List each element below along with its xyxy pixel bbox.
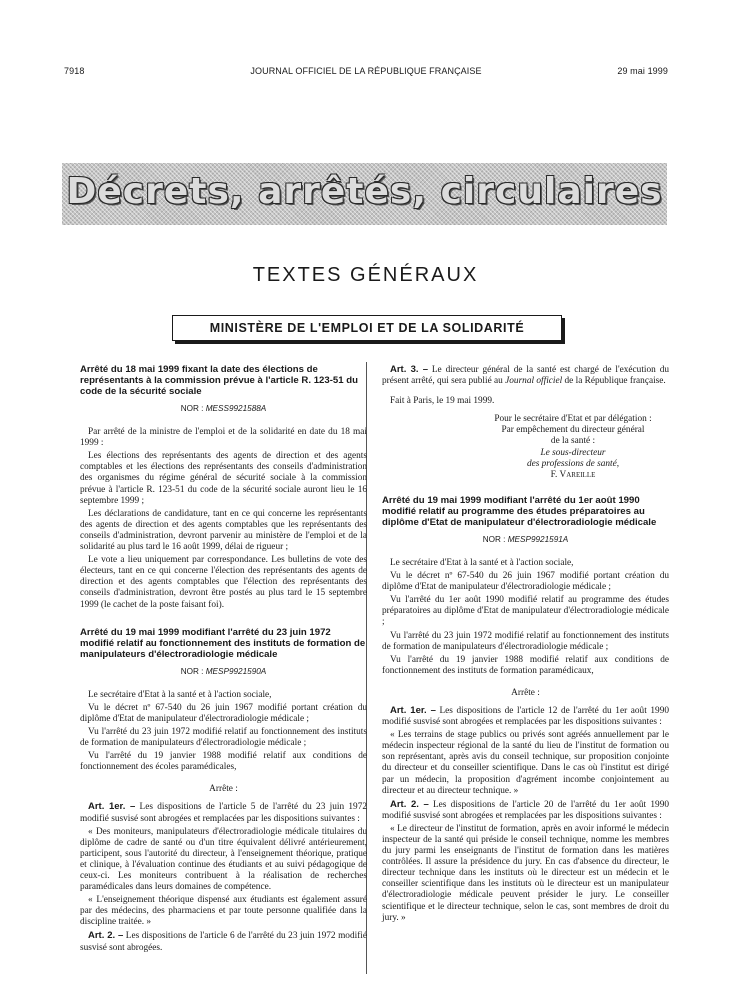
article-label: Art. 3. – [390,364,428,375]
section-title: TEXTES GÉNÉRAUX [252,264,479,286]
paragraph: Les déclarations de candidature, tant en ce qui concerne les représentants des agents de direction et des agents comptables que les représentants des conseils d'administration, devront parvenir au ministère de l'emploi et de la solidarité au plus tard le 16 août 1999, délai de rigueur ; [80,508,367,553]
left-column [80,364,367,956]
arrete-heading: Arrête : [511,687,540,698]
paragraph: Vu l'arrêté du 19 janvier 1988 modifié relatif aux conditions de fonctionnement des écoles paramédicales, [80,751,367,773]
signature-line: des professions de santé, [526,458,620,469]
signature-line: Par empêchement du directeur général [501,425,645,436]
paragraph: Vu l'arrêté du 1er août 1990 modifié relatif au programme des études préparatoires au diplôme d'Etat de manipulateur d'électroradiologie médicale ; [382,595,669,628]
nor-reference-1: NOR : MESS9921588A [180,404,267,413]
article-1: Art. 1er. – Les dispositions de l'article 12 de l'arrêté du 1er août 1990 modifié susvisé sont abrogées et remplacées par les dispositions suivantes : [382,704,669,728]
article-label: Art. 2. – [390,798,429,810]
paragraph: Vu l'arrêté du 19 janvier 1988 modifié relatif aux conditions de fonctionnement des instituts de formation paramédicaux, [382,654,669,676]
decree-title-3: Arrêté du 19 mai 1999 modifiant l'arrêté du 1er août 1990 modifié relatif au programme des études préparatoires au diplôme d'Etat de manipulateur d'électroradiologie médicale [382,494,657,528]
nor-reference-2: NOR : MESP9921590A [180,666,267,676]
nor-code-1: MESS9921588A [205,404,267,413]
quote-paragraph: « Des moniteurs, manipulateurs d'électroradiologie médicale titulaires du diplôme de cadre de santé ou d'un titre équivalent délivré antérieurement, participent, sous l'autorité du directeur, à l'enseignement théorique, pratique et clinique, à l'évaluation continue des étudiants et au suivi pédagogique de ceux-ci. Les moniteurs contribuent à la réalisation de recherches paramédicales dans leurs domaines de compétence. [80,826,367,893]
article-label: Art. 1er. – [390,704,436,716]
decree-title-1: Arrêté du 18 mai 1999 fixant la date des élections de représentants à la commission prévue à l'article R. 123-51 du code de la sécurité sociale [80,364,358,397]
quote-paragraph: « Les terrains de stage publics ou privés sont agréés annuellement par le médecin inspecteur régional de la santé du lieu de l'institut de formation ou son représentant, après avis du conseil technique, sur proposition conjointe du directeur et du conseiller scientifique. Dans le cas où l'institut est dirigé par un médecin, la proposition d'agrément incombe conjointement au directeur et au directeur technique. » [382,730,669,796]
paragraph: Vu l'arrêté du 23 juin 1972 modifié relatif au fonctionnement des instituts de formation de manipulateurs d'électroradiologie médicale ; [382,630,669,652]
signature-line: de la santé : [550,436,596,447]
quote-paragraph: « Le directeur de l'institut de formation, après en avoir informé le médecin inspecteur de la santé qui préside le conseil technique, nomme les membres du jury parmi les enseignants de l'institut de formation dans les matières contrôlées. Il assure la présidence du jury. En cas d'absence du directeur, le directeur technique dans les instituts où le directeur est un médecin et le conseiller scientifique dans les instituts où le directeur est un manipulateur d'électroradiologie médicale peuvent présider le jury. Le conseiller scientifique et le directeur technique, selon le cas, sont membres de droit du jury. » [382,823,669,923]
signatory-name: F. Vareille [550,469,596,480]
journal-reference: Journal officiel [505,376,563,387]
signature-line: Pour le secrétaire d'Etat et par délégation : [494,414,652,425]
signing-place-date: Fait à Paris, le 19 mai 1999. [390,396,495,407]
paragraph: Vu le décret nº 67-540 du 26 juin 1967 modifié portant création du diplôme d'Etat de manipulateur d'électroradiologie médicale ; [80,702,367,724]
article-1: Art. 1er. – Les dispositions de l'article 5 de l'arrêté du 23 juin 1972 modifié susvisé sont abrogées et remplacées par les dispositions suivantes : [80,801,367,824]
page-header [64,66,668,78]
journal-title: JOURNAL OFFICIEL DE LA RÉPUBLIQUE FRANÇAISE [250,66,482,76]
paragraph: Vu le décret nº 67-540 du 26 juin 1967 modifié portant création du diplôme d'Etat de manipulateur d'électroradiologie médicale ; [382,571,669,593]
right-column [382,364,669,926]
quote-paragraph: « L'enseignement théorique dispensé aux étudiants est également assuré par des médecins, des pharmaciens et par toute personne qualifiée dans la discipline traitée. » [80,895,367,928]
signature-line: Le sous-directeur [540,447,606,458]
paragraph: Par arrêté de la ministre de l'emploi et de la solidarité en date du 18 mai 1999 : [80,427,367,449]
nor-code-3: MESP9921591A [507,534,569,544]
paragraph: Le vote a lieu uniquement par correspondance. Les bulletins de vote des électeurs, tant en ce qui concerne l'élection des représentants des agents de direction et des agents comptables que l'élection des représentants des conseils d'administration, devront être postés au plus tard le 15 septembre 1999 (le cachet de la poste faisant foi). [80,555,367,610]
article-2: Art. 2. – Les dispositions de l'article 20 de l'arrêté du 1er août 1990 modifié susvisé sont abrogées et remplacées par les dispositions suivantes : [382,798,669,821]
paragraph: Les élections des représentants des agents de direction et des agents comptables et les élections des représentants des conseils d'administration des organismes du régime général de sécurité sociale à la commission prévue à l'article R. 123-51 du code de la sécurité sociale auront lieu le 16 septembre 1999 ; [80,451,367,506]
issue-date: 29 mai 1999 [617,66,668,76]
arrete-heading: Arrête : [209,784,238,795]
ministry-box [172,315,562,341]
nor-reference-3: NOR : MESP9921591A [482,534,569,544]
paragraph: Vu l'arrêté du 23 juin 1972 modifié relatif au fonctionnement des instituts de formation de manipulateurs d'électroradiologie médicale ; [80,726,367,749]
ministry-name: MINISTÈRE DE L'EMPLOI ET DE LA SOLIDARITÉ [209,321,525,335]
decree-title-2: Arrêté du 19 mai 1999 modifiant l'arrêté du 23 juin 1972 modifié relatif au fonctionnement des instituts de formation de manipulateurs d'électroradiologie médicale [80,626,366,660]
section-banner [62,163,667,225]
nor-code-2: MESP9921590A [205,666,267,676]
paragraph: Le secrétaire d'Etat à la santé et à l'action sociale, [390,557,574,568]
banner-title: Décrets, arrêtés, circulaires [66,171,663,212]
article-label: Art. 2. – [88,930,124,942]
article-2: Art. 2. – Les dispositions de l'article 6 de l'arrêté du 23 juin 1972 modifié susvisé sont abrogées. [80,930,367,953]
page-number: 7918 [64,66,85,76]
article-3: Art. 3. – Le directeur général de la santé est chargé de l'exécution du présent arrêté, qui sera publié au Journal officiel de la République française. [382,364,669,387]
paragraph: Le secrétaire d'Etat à la santé et à l'action sociale, [88,689,272,700]
article-label: Art. 1er. – [88,801,136,813]
